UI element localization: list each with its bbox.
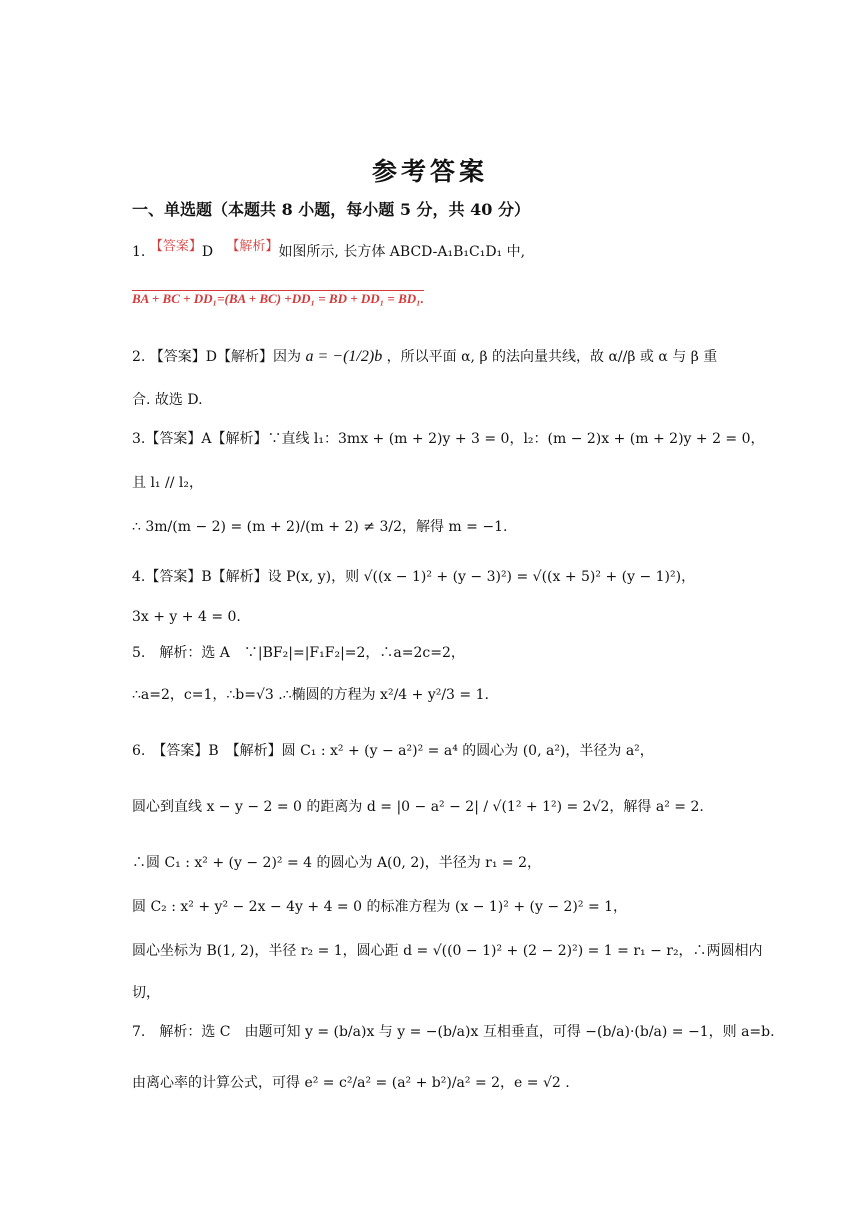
q1-num: 1. — [132, 244, 146, 260]
q1-line2 — [132, 292, 424, 306]
q1-explain-tag: 【解析】 — [226, 239, 279, 254]
q2-formula: a = −(1/2)b — [305, 348, 383, 365]
q2-line2: 合. 故选 D. — [132, 392, 203, 408]
q6-line2: 圆心到直线 x − y − 2 = 0 的距离为 d = |0 − a² − 2| / √(1² + 1²) = 2√2，解得 a² = 2. — [132, 799, 704, 815]
q1-line1 — [132, 240, 525, 259]
q6-line3: ∴圆 C₁ : x² + (y − 2)² = 4 的圆心为 A(0, 2)，半径为 r₁ = 2， — [132, 855, 541, 871]
q6-line4: 圆 C₂ : x² + y² − 2x − 4y + 4 = 0 的标准方程为 (x − 1)² + (y − 2)² = 1， — [132, 899, 628, 915]
q7-line1: 7. 解析：选 C 由题可知 y = (b/a)x 与 y = −(b/a)x 互相垂直，可得 −(b/a)·(b/a) = −1，则 a=b. — [132, 1024, 775, 1040]
q2-line1b: ，所以平面 α, β 的法向量共线，故 α//β 或 α 与 β 重 — [386, 349, 718, 365]
page-title: 参考答案 — [371, 157, 488, 186]
section-heading: 一、单选题（本题共 8 小题，每小题 5 分，共 40 分） — [132, 200, 530, 219]
q3-line1: 3.【答案】A【解析】∵直线 l₁：3mx + (m + 2)y + 3 = 0，l₂：(m − 2)x + (m + 2)y + 2 = 0， — [132, 431, 765, 447]
q2-line1a: 2. 【答案】D【解析】因为 — [132, 349, 302, 365]
q3-line2: 且 l₁ // l₂， — [132, 475, 203, 491]
q1-answer: D — [201, 244, 214, 260]
q5-line1: 5. 解析：选 A ∵|BF₂|=|F₁F₂|=2，∴a=2c=2， — [132, 645, 465, 661]
q4-line2: 3x + y + 4 = 0. — [132, 609, 241, 625]
q1-vector-equation: BA + BC + DD₁=(BA + BC) +DD₁ = BD + DD₁ = BD₁. — [132, 291, 424, 306]
q6-line5: 圆心坐标为 B(1, 2)，半径 r₂ = 1，圆心距 d = √((0 − 1)² + (2 − 2)²) = 1 = r₁ − r₂，∴两圆相内 — [132, 943, 763, 959]
q7-line2: 由离心率的计算公式，可得 e² = c²/a² = (a² + b²)/a² = 2，e = √2 . — [132, 1075, 570, 1091]
q3-line3: ∴ 3m/(m − 2) = (m + 2)/(m + 2) ≠ 3/2，解得 m = −1. — [132, 519, 508, 535]
q2-line1 — [132, 349, 717, 365]
q1-text: 如图所示, 长方体 ABCD-A₁B₁C₁D₁ 中, — [278, 244, 526, 260]
q5-line2: ∴a=2，c=1，∴b=√3 .∴椭圆的方程为 x²/4 + y²/3 = 1. — [132, 687, 489, 703]
q6-line1: 6. 【答案】B 【解析】圆 C₁ : x² + (y − a²)² = a⁴ 的圆心为 (0, a²)，半径为 a²， — [132, 743, 654, 759]
q6-line6: 切， — [132, 985, 160, 1001]
q1-answer-tag: 【答案】 — [149, 239, 202, 254]
q4-line1: 4.【答案】B【解析】设 P(x, y)，则 √((x − 1)² + (y − 3)²) = √((x + 5)² + (y − 1)²)， — [132, 569, 696, 585]
